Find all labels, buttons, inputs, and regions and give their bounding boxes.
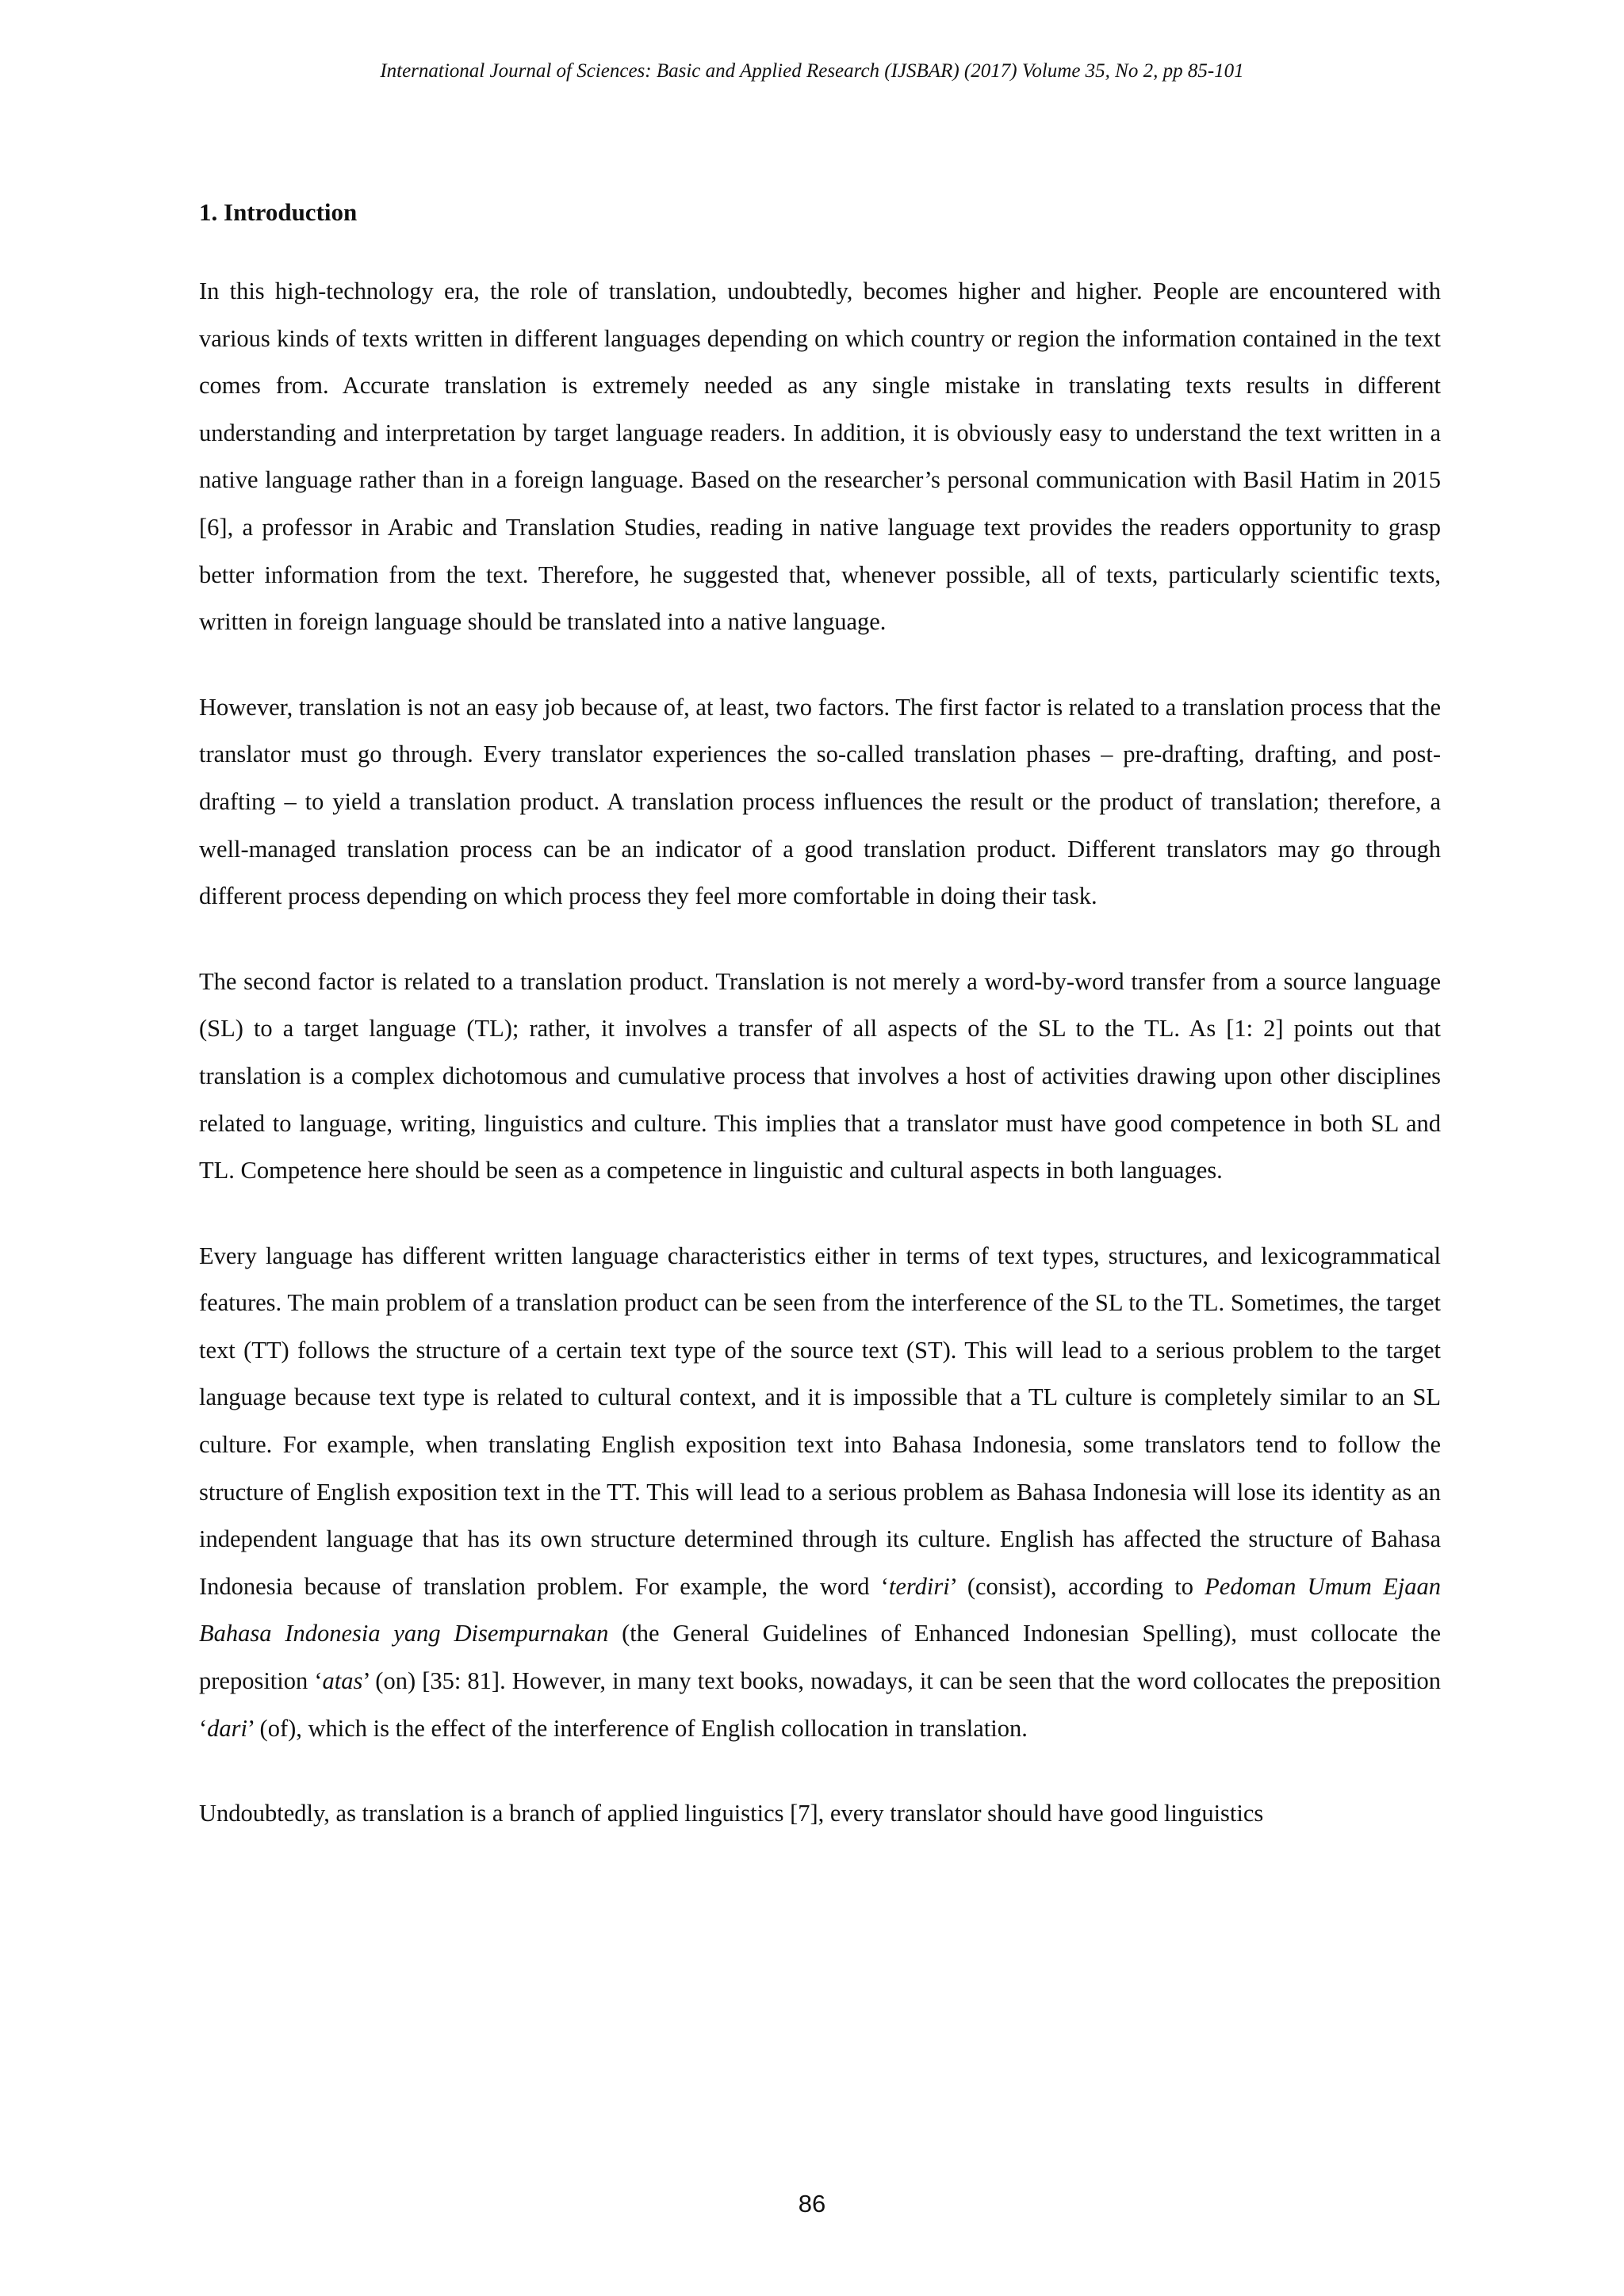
page-number: 86 [798, 2190, 826, 2218]
paragraph-4-text-1: Every language has different written language characteristics either in terms of text types, structures, and lexicogrammatical features. The main problem of a translation product can be seen from the interference of the SL to the TL. Sometimes, the target text (TT) follows the structure of a certain text type of the source text (ST). This will lead to a serious problem to the target language because text type is related to cultural context, and it is impossible that a TL culture is completely similar to an SL culture. For example, when translating English exposition text into Bahasa Indonesia, some translators tend to follow the structure of English exposition text in the TT. This will lead to a serious problem as Bahasa Indonesia will lose its identity as an independent language that has its own structure determined through its culture. English has affected the structure of Bahasa Indonesia because of translation problem. For example, the word ‘ [199, 1242, 1441, 1600]
paragraph-1: In this high-technology era, the role of translation, undoubtedly, becomes higher and higher. People are encountered with various kinds of texts written in different languages depending on which country or region the information contained in the text comes from. Accurate translation is extremely needed as any single mistake in translating texts results in different understanding and interpretation by target language readers. In addition, it is obviously easy to understand the text written in a native language rather than in a foreign language. Based on the researcher’s personal communication with Basil Hatim in 2015 [6], a professor in Arabic and Translation Studies, reading in native language text provides the readers opportunity to grasp better information from the text. Therefore, he suggested that, whenever possible, all of texts, particularly scientific texts, written in foreign language should be translated into a native language. [199, 277, 1441, 636]
term-atas: atas [322, 1667, 363, 1695]
paragraph-4-text-4: ’ (on) [35: 81]. However, in many text books, nowadays, it can be seen that the word collocates the preposition ‘ [199, 1667, 1441, 1742]
paragraph-4-text-3: (the General Guidelines of Enhanced Indonesian Spelling), must collocate the preposition ‘ [199, 1620, 1442, 1695]
paragraph-2: However, translation is not an easy job because of, at least, two factors. The first factor is related to a translation process that the translator must go through. Every translator experiences the so-called translation phases – pre-drafting, drafting, and post-drafting – to yield a translation product. A translation process influences the result or the product of translation; therefore, a well-managed translation process can be an indicator of a good translation product. Different translators may go through different process depending on which process they feel more comfortable in doing their task. [199, 693, 1441, 910]
term-dari: dari [207, 1714, 248, 1742]
paragraph-4-text-2: ’ (consist), according to [949, 1572, 1205, 1600]
paragraph-4-text-5: ’ (of), which is the effect of the interference of English collocation in translation. [247, 1714, 1028, 1742]
term-terdiri: terdiri [888, 1572, 950, 1600]
guideline-title: Pedoman Umum Ejaan Bahasa Indonesia yang Disempurnakan [199, 1572, 1441, 1647]
section-heading: 1. Introduction [199, 198, 358, 226]
paragraph-3: The second factor is related to a translation product. Translation is not merely a word-by-word transfer from a source language (SL) to a target language (TL); rather, it involves a transfer of all aspects of the SL to the TL. As [1: 2] points out that translation is a complex dichotomous and cumulative process that involves a host of activities drawing upon other disciplines related to language, writing, linguistics and culture. This implies that a translator must have good competence in both SL and TL. Competence here should be seen as a competence in linguistic and cultural aspects in both languages. [199, 967, 1441, 1184]
paragraph-4 [199, 1233, 1441, 1753]
paragraph-5: Undoubtedly, as translation is a branch of applied linguistics [7], every translator should have good linguistics [199, 1800, 1264, 1827]
article-body [199, 197, 1441, 1876]
running-header: International Journal of Sciences: Basic and Applied Research (IJSBAR) (2017) Volume 35, No 2, pp 85-101 [380, 60, 1244, 82]
